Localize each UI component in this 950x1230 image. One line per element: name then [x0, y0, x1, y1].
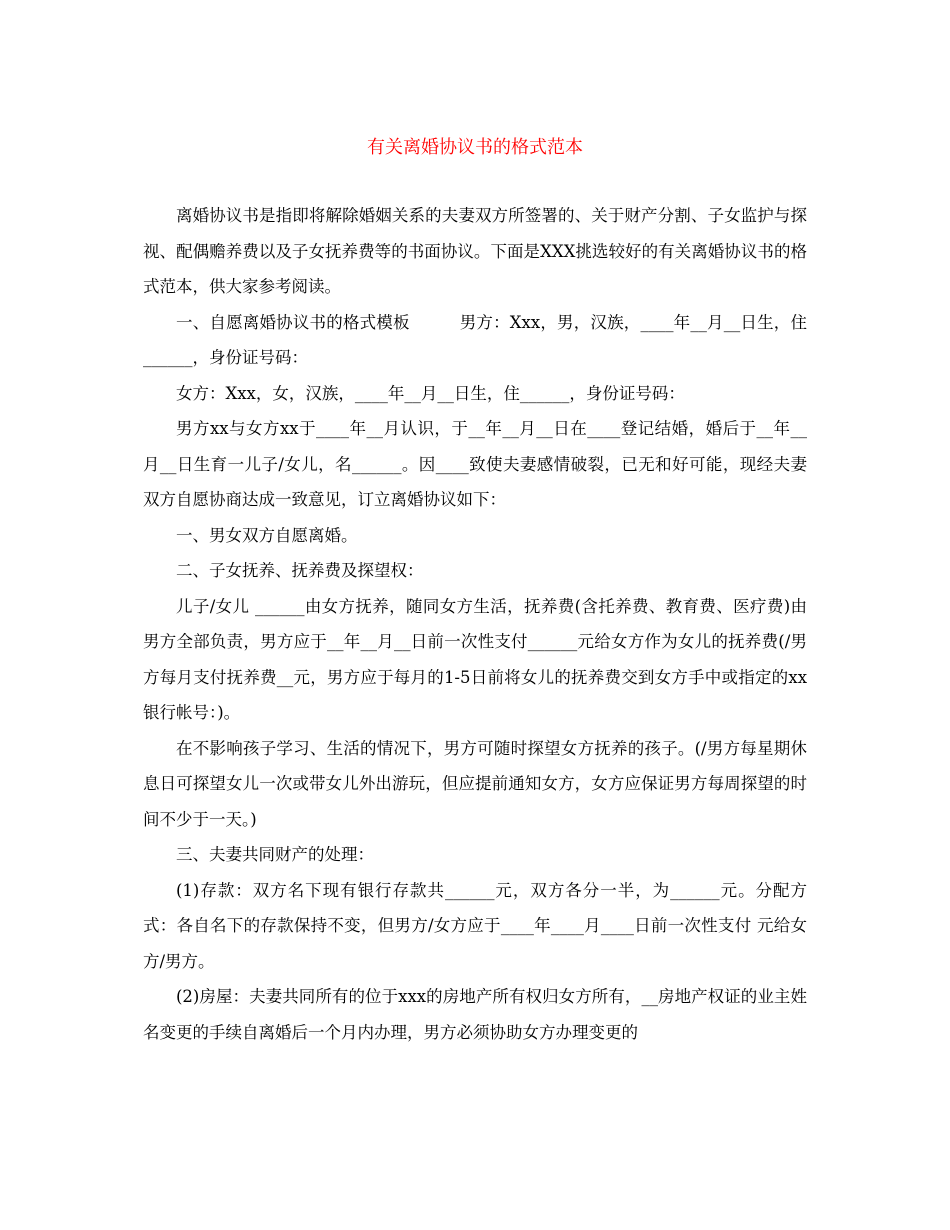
paragraph-female-party: 女方：Xxx，女，汉族，____年__月__日生，住______，身份证号码：	[176, 383, 685, 403]
paragraph-clause-2-heading: 二、子女抚养、抚养费及探望权：	[176, 561, 424, 580]
paragraph-clause-1: 一、男女双方自愿离婚。	[176, 525, 358, 545]
document-body	[143, 198, 807, 1050]
paragraph-child-custody: 儿子/女儿 ______由女方抚养，随同女方生活，抚养费(含托养费、教育费、医疗费)由男方全部负责，男方应于__年__月__日前一次性支付______元给女方作为女儿的抚养费(/男方每月支付抚养费__元，男方应于每月的1-5日前将女儿的抚养费交到女方手中或指定的xx银行帐号：)。	[143, 596, 807, 722]
paragraph-deposits: (1)存款：双方名下现有银行存款共______元，双方各分一半，为______元。分配方式：各自名下的存款保持不变，但男方/女方应于____年____月____日前一次性支付 元给女方/男方。	[143, 880, 807, 971]
paragraph-section-1-male-party: 一、自愿离婚协议书的格式模板 男方：Xxx，男，汉族，____年__月__日生，住______，身份证号码：	[143, 312, 807, 367]
paragraph-visitation: 在不影响孩子学习、生活的情况下，男方可随时探望女方抚养的孩子。(/男方每星期休息日可探望女儿一次或带女儿外出游玩，但应提前通知女方，女方应保证男方每周探望的时间不少于一天。)	[143, 738, 807, 829]
paragraph-clause-3-heading: 三、夫妻共同财产的处理：	[176, 845, 374, 864]
paragraph-intro: 离婚协议书是指即将解除婚姻关系的夫妻双方所签署的、关于财产分割、子女监护与探视、配偶赡养费以及子女抚养费等的书面协议。下面是XXX挑选较好的有关离婚协议书的格式范本，供大家参考阅读。	[143, 206, 807, 296]
document-title: 有关离婚协议书的格式范本	[367, 137, 583, 158]
paragraph-marriage-background: 男方xx与女方xx于____年__月认识，于__年__月__日在____登记结婚，婚后于__年__月__日生育一儿子/女儿，名______。因____致使夫妻感情破裂，已无和好可能，现经夫妻双方自愿协商达成一致意见，订立离婚协议如下：	[143, 419, 807, 509]
paragraph-housing: (2)房屋：夫妻共同所有的位于xxx的房地产所有权归女方所有，__房地产权证的业主姓名变更的手续自离婚后一个月内办理，男方必须协助女方办理变更的	[143, 987, 807, 1042]
